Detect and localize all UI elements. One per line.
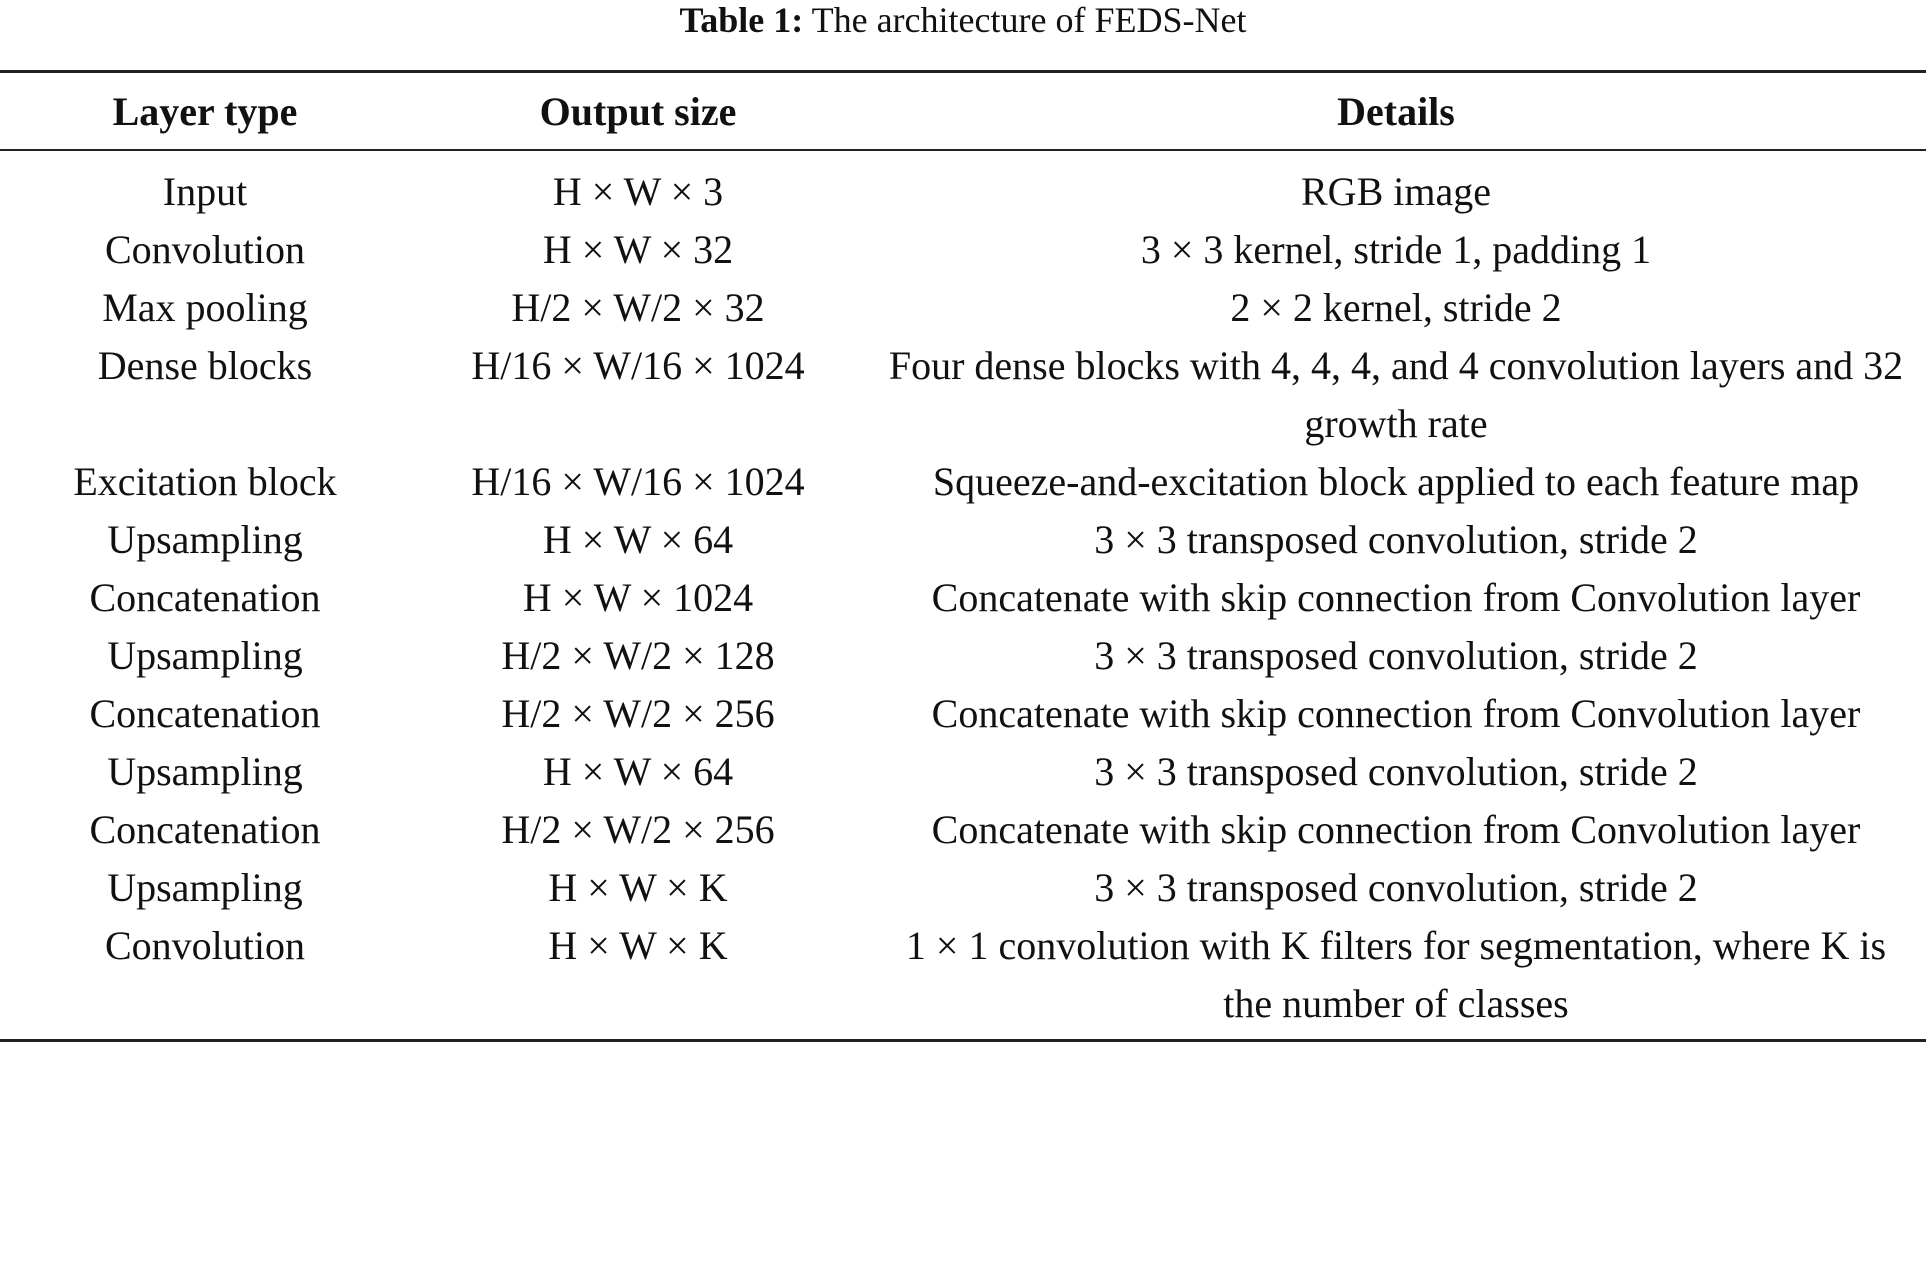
table-body: [0, 150, 1926, 1041]
cell-layer-type: Concatenation: [89, 575, 321, 620]
caption-label: Table 1:: [679, 0, 804, 40]
cell-details: Concatenate with skip connection from Convolution layer: [931, 691, 1861, 736]
table-container: [0, 70, 1926, 1042]
cell-layer-type: Convolution: [104, 227, 306, 272]
cell-layer-type: Convolution: [104, 923, 306, 968]
cell-output-size: H/16 × W/16 × 1024: [471, 459, 805, 504]
table-row: [0, 569, 1926, 627]
cell-details: Concatenate with skip connection from Convolution layer: [931, 807, 1861, 852]
cell-details: 3 × 3 transposed convolution, stride 2: [1094, 749, 1698, 794]
cell-output-size: H/2 × W/2 × 32: [511, 285, 765, 330]
table-row: [0, 917, 1926, 1041]
cell-details: 2 × 2 kernel, stride 2: [1230, 285, 1562, 330]
table-row: [0, 337, 1926, 453]
cell-details: 3 × 3 transposed convolution, stride 2: [1094, 517, 1698, 562]
table-row: [0, 685, 1926, 743]
table-header: [0, 72, 1926, 151]
cell-details: RGB image: [1301, 169, 1491, 214]
cell-output-size: H × W × 64: [542, 749, 734, 794]
cell-details: 3 × 3 transposed convolution, stride 2: [1094, 633, 1698, 678]
table-row: [0, 627, 1926, 685]
cell-output-size: H × W × K: [548, 865, 728, 910]
cell-layer-type: Concatenation: [89, 691, 321, 736]
header-row: [0, 72, 1926, 151]
cell-details: 1 × 1 convolution with K filters for segmentation, where K is the number of classes: [905, 923, 1887, 1026]
caption-text: The architecture of FEDS-Net: [811, 0, 1247, 40]
table-row: [0, 511, 1926, 569]
cell-output-size: H/2 × W/2 × 128: [501, 633, 775, 678]
cell-layer-type: Excitation block: [73, 459, 337, 504]
table-row: [0, 150, 1926, 221]
table-row: [0, 453, 1926, 511]
cell-details: Concatenate with skip connection from Convolution layer: [931, 575, 1861, 620]
cell-layer-type: Input: [162, 169, 248, 214]
cell-output-size: H × W × 64: [542, 517, 734, 562]
cell-layer-type: Upsampling: [107, 865, 303, 910]
cell-layer-type: Upsampling: [107, 749, 303, 794]
table-row: [0, 279, 1926, 337]
table-row: [0, 859, 1926, 917]
cell-layer-type: Dense blocks: [97, 343, 313, 388]
table-row: [0, 743, 1926, 801]
cell-output-size: H/16 × W/16 × 1024: [471, 343, 805, 388]
architecture-table: [0, 70, 1926, 1042]
cell-layer-type: Upsampling: [107, 517, 303, 562]
header-output-size: Output size: [539, 88, 737, 134]
table-row: [0, 801, 1926, 859]
cell-details: Four dense blocks with 4, 4, 4, and 4 convolution layers and 32 growth rate: [888, 343, 1904, 446]
cell-details: 3 × 3 kernel, stride 1, padding 1: [1140, 227, 1652, 272]
cell-output-size: H × W × 1024: [522, 575, 754, 620]
cell-output-size: H/2 × W/2 × 256: [501, 807, 775, 852]
cell-layer-type: Upsampling: [107, 633, 303, 678]
cell-output-size: H/2 × W/2 × 256: [501, 691, 775, 736]
cell-output-size: H × W × 32: [542, 227, 734, 272]
cell-output-size: H × W × K: [548, 923, 728, 968]
header-details: Details: [1337, 88, 1455, 134]
table-row: [0, 221, 1926, 279]
cell-layer-type: Max pooling: [102, 285, 308, 330]
cell-layer-type: Concatenation: [89, 807, 321, 852]
cell-details: Squeeze-and-excitation block applied to each feature map: [932, 459, 1860, 504]
cell-details: 3 × 3 transposed convolution, stride 2: [1094, 865, 1698, 910]
header-layer-type: Layer type: [112, 88, 298, 134]
cell-output-size: H × W × 3: [552, 169, 724, 214]
table-caption: [0, 0, 1926, 40]
